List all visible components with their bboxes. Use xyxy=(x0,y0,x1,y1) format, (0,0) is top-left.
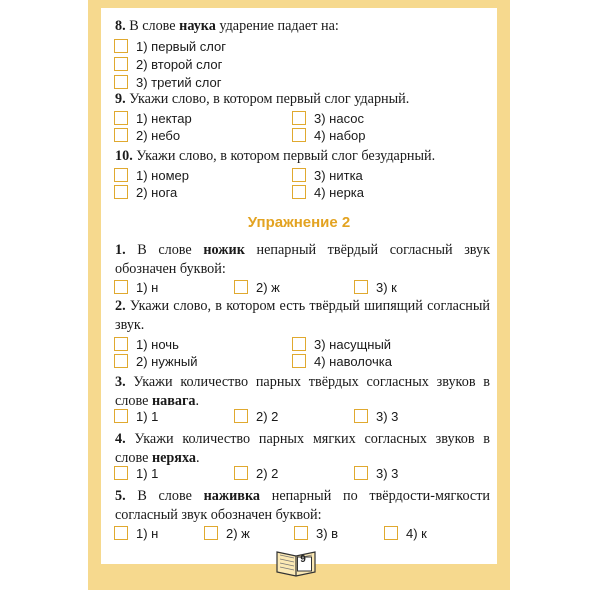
option-e2-1[interactable] xyxy=(114,336,179,352)
option-label: 3) насущный xyxy=(314,336,392,352)
option-10-2[interactable] xyxy=(114,184,177,200)
checkbox[interactable] xyxy=(114,168,128,182)
option-label: 3) 3 xyxy=(376,465,399,481)
checkbox[interactable] xyxy=(234,409,248,423)
option-e2-3[interactable] xyxy=(292,336,391,352)
checkbox[interactable] xyxy=(292,168,306,182)
question-text: В слове xyxy=(137,242,204,258)
option-label: 3) 3 xyxy=(376,408,399,424)
checkbox[interactable] xyxy=(292,128,306,142)
option-label: 1) нектар xyxy=(136,110,192,126)
option-10-1[interactable] xyxy=(114,167,189,183)
option-label: 1) первый слог xyxy=(136,38,226,54)
checkbox[interactable] xyxy=(114,75,128,89)
checkbox[interactable] xyxy=(354,466,368,480)
checkbox[interactable] xyxy=(114,111,128,125)
option-label: 1) 1 xyxy=(136,408,159,424)
option-label: 1) номер xyxy=(136,167,189,183)
checkbox[interactable] xyxy=(114,128,128,142)
checkbox[interactable] xyxy=(114,354,128,368)
option-e3-2[interactable] xyxy=(234,408,278,424)
checkbox[interactable] xyxy=(114,526,128,540)
option-e1-2[interactable] xyxy=(234,279,280,295)
checkbox[interactable] xyxy=(114,57,128,71)
question-text: Укажи количество парных мягких согласных звуков в слове xyxy=(115,431,490,466)
option-e5-1[interactable] xyxy=(114,525,158,541)
checkbox[interactable] xyxy=(354,409,368,423)
option-e2-4[interactable] xyxy=(292,353,392,369)
checkbox[interactable] xyxy=(292,337,306,351)
option-label: 4) к xyxy=(406,525,427,541)
option-9-4[interactable] xyxy=(292,127,366,143)
question-text: Укажи слово, в котором первый слог ударный. xyxy=(129,91,410,107)
question-text: ударение падает на: xyxy=(215,18,339,34)
question-number: 4. xyxy=(115,431,126,447)
keyword: наука xyxy=(179,18,216,34)
question-text: . xyxy=(195,450,200,466)
option-label: 1) н xyxy=(136,525,159,541)
option-label: 2) 2 xyxy=(256,465,279,481)
question-number: 8. xyxy=(115,18,126,34)
question-text: непарный по твёрдости-мягкости согласный звук обозначен буквой: xyxy=(115,488,490,523)
option-e4-1[interactable] xyxy=(114,465,158,481)
question-10 xyxy=(115,147,490,166)
question-text: Укажи слово, в котором первый слог безударный. xyxy=(136,148,436,164)
exercise-question-1 xyxy=(115,241,490,279)
option-9-3[interactable] xyxy=(292,110,364,126)
option-label: 2) ж xyxy=(226,525,250,541)
exercise-question-2 xyxy=(115,297,490,335)
option-e5-4[interactable] xyxy=(384,525,427,541)
option-8-2[interactable] xyxy=(114,56,222,72)
option-label: 2) небо xyxy=(136,127,181,143)
question-number: 2. xyxy=(115,298,126,314)
checkbox[interactable] xyxy=(114,466,128,480)
option-label: 2) нужный xyxy=(136,353,198,369)
option-label: 2) ж xyxy=(256,279,280,295)
option-e5-2[interactable] xyxy=(204,525,250,541)
page-number: 9 xyxy=(300,554,306,565)
exercise-question-3 xyxy=(115,373,490,411)
keyword: неряха xyxy=(151,450,196,466)
checkbox[interactable] xyxy=(384,526,398,540)
question-text: В слове xyxy=(137,488,204,504)
question-number: 1. xyxy=(115,242,126,258)
option-e1-3[interactable] xyxy=(354,279,397,295)
checkbox[interactable] xyxy=(354,280,368,294)
option-e4-2[interactable] xyxy=(234,465,278,481)
question-9 xyxy=(115,90,490,109)
option-10-4[interactable] xyxy=(292,184,364,200)
option-label: 4) наволочка xyxy=(314,353,392,369)
option-label: 3) нитка xyxy=(314,167,363,183)
option-label: 3) к xyxy=(376,279,397,295)
checkbox[interactable] xyxy=(204,526,218,540)
question-text: Укажи слово, в котором есть твёрдый шипящий согласный звук. xyxy=(115,298,490,333)
option-9-2[interactable] xyxy=(114,127,180,143)
exercise-title: Упражнение 2 xyxy=(247,214,351,231)
keyword: ножик xyxy=(203,242,245,258)
question-text: Укажи количество парных твёрдых согласных звуков в слове xyxy=(115,374,490,409)
option-label: 2) второй слог xyxy=(136,56,223,72)
checkbox[interactable] xyxy=(114,39,128,53)
option-e3-3[interactable] xyxy=(354,408,398,424)
question-text: . xyxy=(195,393,200,409)
question-8 xyxy=(115,17,490,36)
checkbox[interactable] xyxy=(292,111,306,125)
question-number: 10. xyxy=(115,148,133,164)
option-label: 1) ночь xyxy=(136,336,179,352)
option-label: 3) третий слог xyxy=(136,74,222,90)
option-label: 2) нога xyxy=(136,184,178,200)
option-label: 4) набор xyxy=(314,127,366,143)
question-number: 3. xyxy=(115,374,126,390)
option-e2-2[interactable] xyxy=(114,353,197,369)
option-8-3[interactable] xyxy=(114,74,221,90)
checkbox[interactable] xyxy=(234,466,248,480)
option-e3-1[interactable] xyxy=(114,408,158,424)
option-8-1[interactable] xyxy=(114,38,226,54)
checkbox[interactable] xyxy=(114,409,128,423)
checkbox[interactable] xyxy=(114,185,128,199)
keyword: навага xyxy=(151,393,196,409)
option-label: 4) нерка xyxy=(314,184,365,200)
exercise-question-5 xyxy=(115,487,490,525)
question-number: 9. xyxy=(115,91,126,107)
option-9-1[interactable] xyxy=(114,110,192,126)
question-text: непарный твёрдый согласный звук обозначен буквой: xyxy=(115,242,490,277)
checkbox[interactable] xyxy=(114,280,128,294)
checkbox[interactable] xyxy=(114,337,128,351)
checkbox[interactable] xyxy=(294,526,308,540)
exercise-question-4 xyxy=(115,430,490,468)
option-e1-1[interactable] xyxy=(114,279,158,295)
keyword: наживка xyxy=(203,488,261,504)
option-label: 3) насос xyxy=(314,110,364,126)
checkbox[interactable] xyxy=(292,354,306,368)
option-e5-3[interactable] xyxy=(294,525,338,541)
question-number: 5. xyxy=(115,488,126,504)
option-e4-3[interactable] xyxy=(354,465,398,481)
checkbox[interactable] xyxy=(234,280,248,294)
question-text: В слове xyxy=(129,18,180,34)
option-label: 1) 1 xyxy=(136,465,159,481)
checkbox[interactable] xyxy=(292,185,306,199)
option-label: 2) 2 xyxy=(256,408,279,424)
option-label: 3) в xyxy=(316,525,339,541)
option-label: 1) н xyxy=(136,279,159,295)
option-10-3[interactable] xyxy=(292,167,363,183)
